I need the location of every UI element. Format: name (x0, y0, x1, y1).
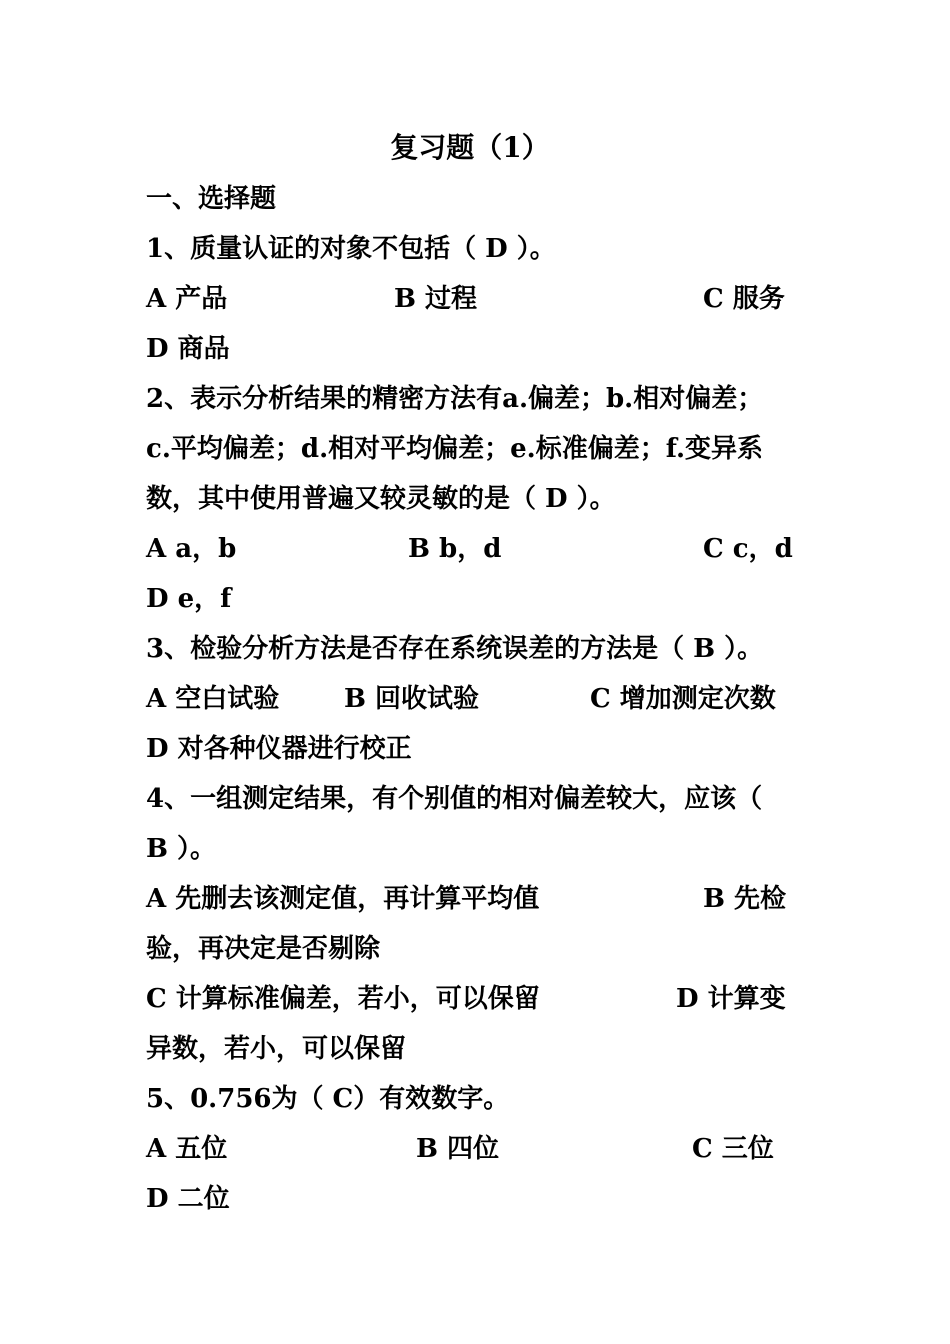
option-c: C 计算标准偏差，若小，可以保留 (146, 984, 540, 1014)
question-4-options-row-2: 验，再决定是否剔除 (146, 934, 381, 964)
option-d: D 二位 (146, 1184, 230, 1214)
question-2-stem-line-3: 数，其中使用普遍又较灵敏的是（ D ）。 (146, 484, 616, 514)
option-a: A 空白试验 (146, 684, 280, 714)
section-heading: 一、选择题 (146, 184, 277, 214)
option-c: C c，d (703, 534, 793, 564)
option-b: B 先检 (703, 884, 787, 914)
option-d: D 计算变 (676, 984, 786, 1014)
option-d: D 商品 (146, 334, 230, 364)
option-a: A 五位 (146, 1134, 228, 1164)
question-2-stem-line-1: 2、表示分析结果的精密方法有a.偏差；b.相对偏差； (146, 384, 764, 414)
option-c: C 三位 (692, 1134, 774, 1164)
option-a: A a，b (146, 534, 237, 564)
option-d: D e，f (146, 584, 232, 614)
question-4-stem-line-1: 4、一组测定结果，有个别值的相对偏差较大，应该（ (146, 784, 763, 814)
question-4-stem-line-2: B ）。 (146, 834, 217, 864)
page-title: 复习题（1） (390, 131, 550, 164)
question-3-stem: 3、检验分析方法是否存在系统误差的方法是（ B ）。 (146, 634, 764, 664)
question-4-options-row-4: 异数，若小，可以保留 (146, 1034, 407, 1064)
option-d: D 对各种仪器进行校正 (146, 734, 412, 764)
option-b: B 过程 (394, 284, 478, 314)
option-b: B b，d (408, 534, 502, 564)
option-c: C 增加测定次数 (590, 684, 776, 714)
question-2-stem-line-2: c.平均偏差；d.相对平均偏差；e.标准偏差；f.变异系 (146, 434, 764, 464)
option-c: C 服务 (703, 284, 785, 314)
option-a: A 产品 (146, 284, 228, 314)
option-a: A 先删去该测定值，再计算平均值 (146, 884, 540, 914)
option-b: B 回收试验 (344, 684, 480, 714)
option-b: B 四位 (416, 1134, 500, 1164)
question-1-stem: 1、质量认证的对象不包括（ D ）。 (146, 234, 556, 264)
question-5-stem: 5、0.756为（ C）有效数字。 (146, 1084, 510, 1114)
